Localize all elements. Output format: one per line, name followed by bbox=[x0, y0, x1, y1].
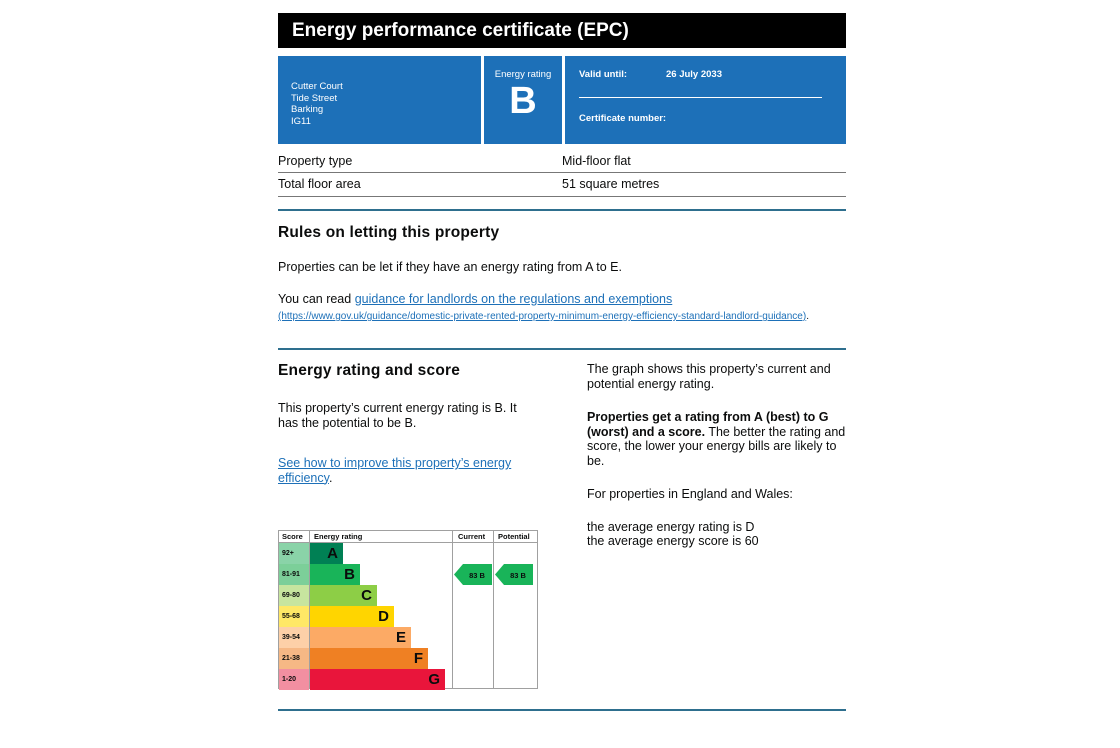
improve-paragraph bbox=[278, 456, 538, 485]
page-title: Energy performance certificate (EPC) bbox=[278, 13, 846, 48]
epc-rating-chart bbox=[278, 530, 538, 689]
rules-section bbox=[278, 224, 846, 324]
band-bar-f: F bbox=[310, 648, 428, 669]
section-divider bbox=[278, 348, 846, 350]
rating-explanation-rest: The better the rating and score, the lower your energy bills are likely to be. bbox=[587, 424, 846, 468]
average-rating-text: the average energy rating is D bbox=[587, 519, 755, 534]
chart-gridline bbox=[452, 531, 453, 688]
fact-row bbox=[278, 153, 846, 173]
fact-label: Property type bbox=[278, 154, 353, 168]
period: . bbox=[806, 311, 809, 322]
band-score-a: 92+ bbox=[279, 543, 309, 564]
valid-until-value: 26 July 2033 bbox=[666, 69, 722, 80]
section-divider bbox=[278, 209, 846, 211]
band-score-g: 1-20 bbox=[279, 669, 309, 690]
fact-label: Total floor area bbox=[278, 177, 361, 191]
divider bbox=[579, 97, 822, 98]
rating-explanation bbox=[587, 410, 846, 468]
band-bar-g: G bbox=[310, 669, 445, 690]
band-score-b: 81-91 bbox=[279, 564, 309, 585]
section-divider bbox=[278, 709, 846, 711]
guidance-url-wrap bbox=[278, 306, 838, 324]
guidance-url-link[interactable]: (https://www.gov.uk/guidance/domestic-private-rented-property-minimum-energy-efficiency-standard-landlord-guidance) bbox=[278, 311, 807, 322]
guidance-link[interactable]: guidance for landlords on the regulations and exemptions bbox=[354, 291, 673, 306]
fact-value: Mid-floor flat bbox=[562, 154, 631, 168]
chart-header-potential: Potential bbox=[498, 532, 530, 541]
rules-paragraph: Properties can be let if they have an energy rating from A to E. bbox=[278, 260, 622, 274]
period: . bbox=[328, 470, 333, 485]
band-bar-a: A bbox=[310, 543, 343, 564]
energy-rating-letter: B bbox=[509, 80, 537, 122]
guidance-paragraph bbox=[278, 292, 846, 307]
chart-header-rating: Energy rating bbox=[314, 532, 363, 541]
band-score-e: 39-54 bbox=[279, 627, 309, 648]
summary-band bbox=[278, 56, 846, 144]
address-line: IG11 bbox=[291, 115, 311, 127]
certificate-block bbox=[565, 56, 846, 144]
epc-page bbox=[278, 13, 846, 688]
chart-gridline bbox=[493, 531, 494, 688]
band-bar-c: C bbox=[310, 585, 377, 606]
guidance-prefix: You can read bbox=[278, 291, 355, 306]
energy-section bbox=[278, 362, 846, 549]
improve-link[interactable]: See how to improve this property’s energy efficiency bbox=[278, 456, 512, 485]
potential-rating-label: 83 B bbox=[510, 571, 526, 580]
current-rating-text: This property’s current energy rating is B. It has the potential to be B. bbox=[278, 401, 517, 430]
potential-rating-arrow bbox=[495, 564, 533, 585]
average-score-text: the average energy score is 60 bbox=[587, 534, 759, 548]
region-text: For properties in England and Wales: bbox=[587, 487, 793, 501]
address-block bbox=[278, 56, 481, 144]
chart-header-current: Current bbox=[458, 532, 486, 541]
current-rating-arrow bbox=[454, 564, 492, 585]
fact-value: 51 square metres bbox=[562, 177, 660, 191]
band-bar-e: E bbox=[310, 627, 411, 648]
band-score-d: 55-68 bbox=[279, 606, 309, 627]
band-score-c: 69-80 bbox=[279, 585, 309, 606]
band-bar-b: B bbox=[310, 564, 360, 585]
energy-rating-box bbox=[484, 56, 562, 144]
rules-heading: Rules on letting this property bbox=[278, 224, 500, 241]
chart-header-score: Score bbox=[282, 532, 303, 541]
energy-heading: Energy rating and score bbox=[278, 362, 461, 379]
certificate-number-label: Certificate number: bbox=[579, 113, 667, 124]
address-line: Cutter Court bbox=[291, 81, 343, 92]
energy-right-column bbox=[587, 362, 846, 549]
current-rating-label: 83 B bbox=[469, 571, 485, 580]
rating-explanation-bold: Properties get a rating from A (best) to G (worst) and a score. bbox=[587, 410, 829, 439]
address-line: Barking bbox=[291, 104, 324, 115]
energy-rating-label: Energy rating bbox=[494, 69, 552, 80]
band-bar-d: D bbox=[310, 606, 394, 627]
fact-row bbox=[278, 174, 846, 197]
address-line: Tide Street bbox=[291, 92, 338, 104]
property-facts bbox=[278, 153, 846, 197]
graph-text: The graph shows this property’s current and potential energy rating. bbox=[587, 362, 831, 391]
valid-until-label: Valid until: bbox=[579, 69, 628, 80]
energy-left-column bbox=[278, 362, 538, 549]
band-score-f: 21-38 bbox=[279, 648, 309, 669]
